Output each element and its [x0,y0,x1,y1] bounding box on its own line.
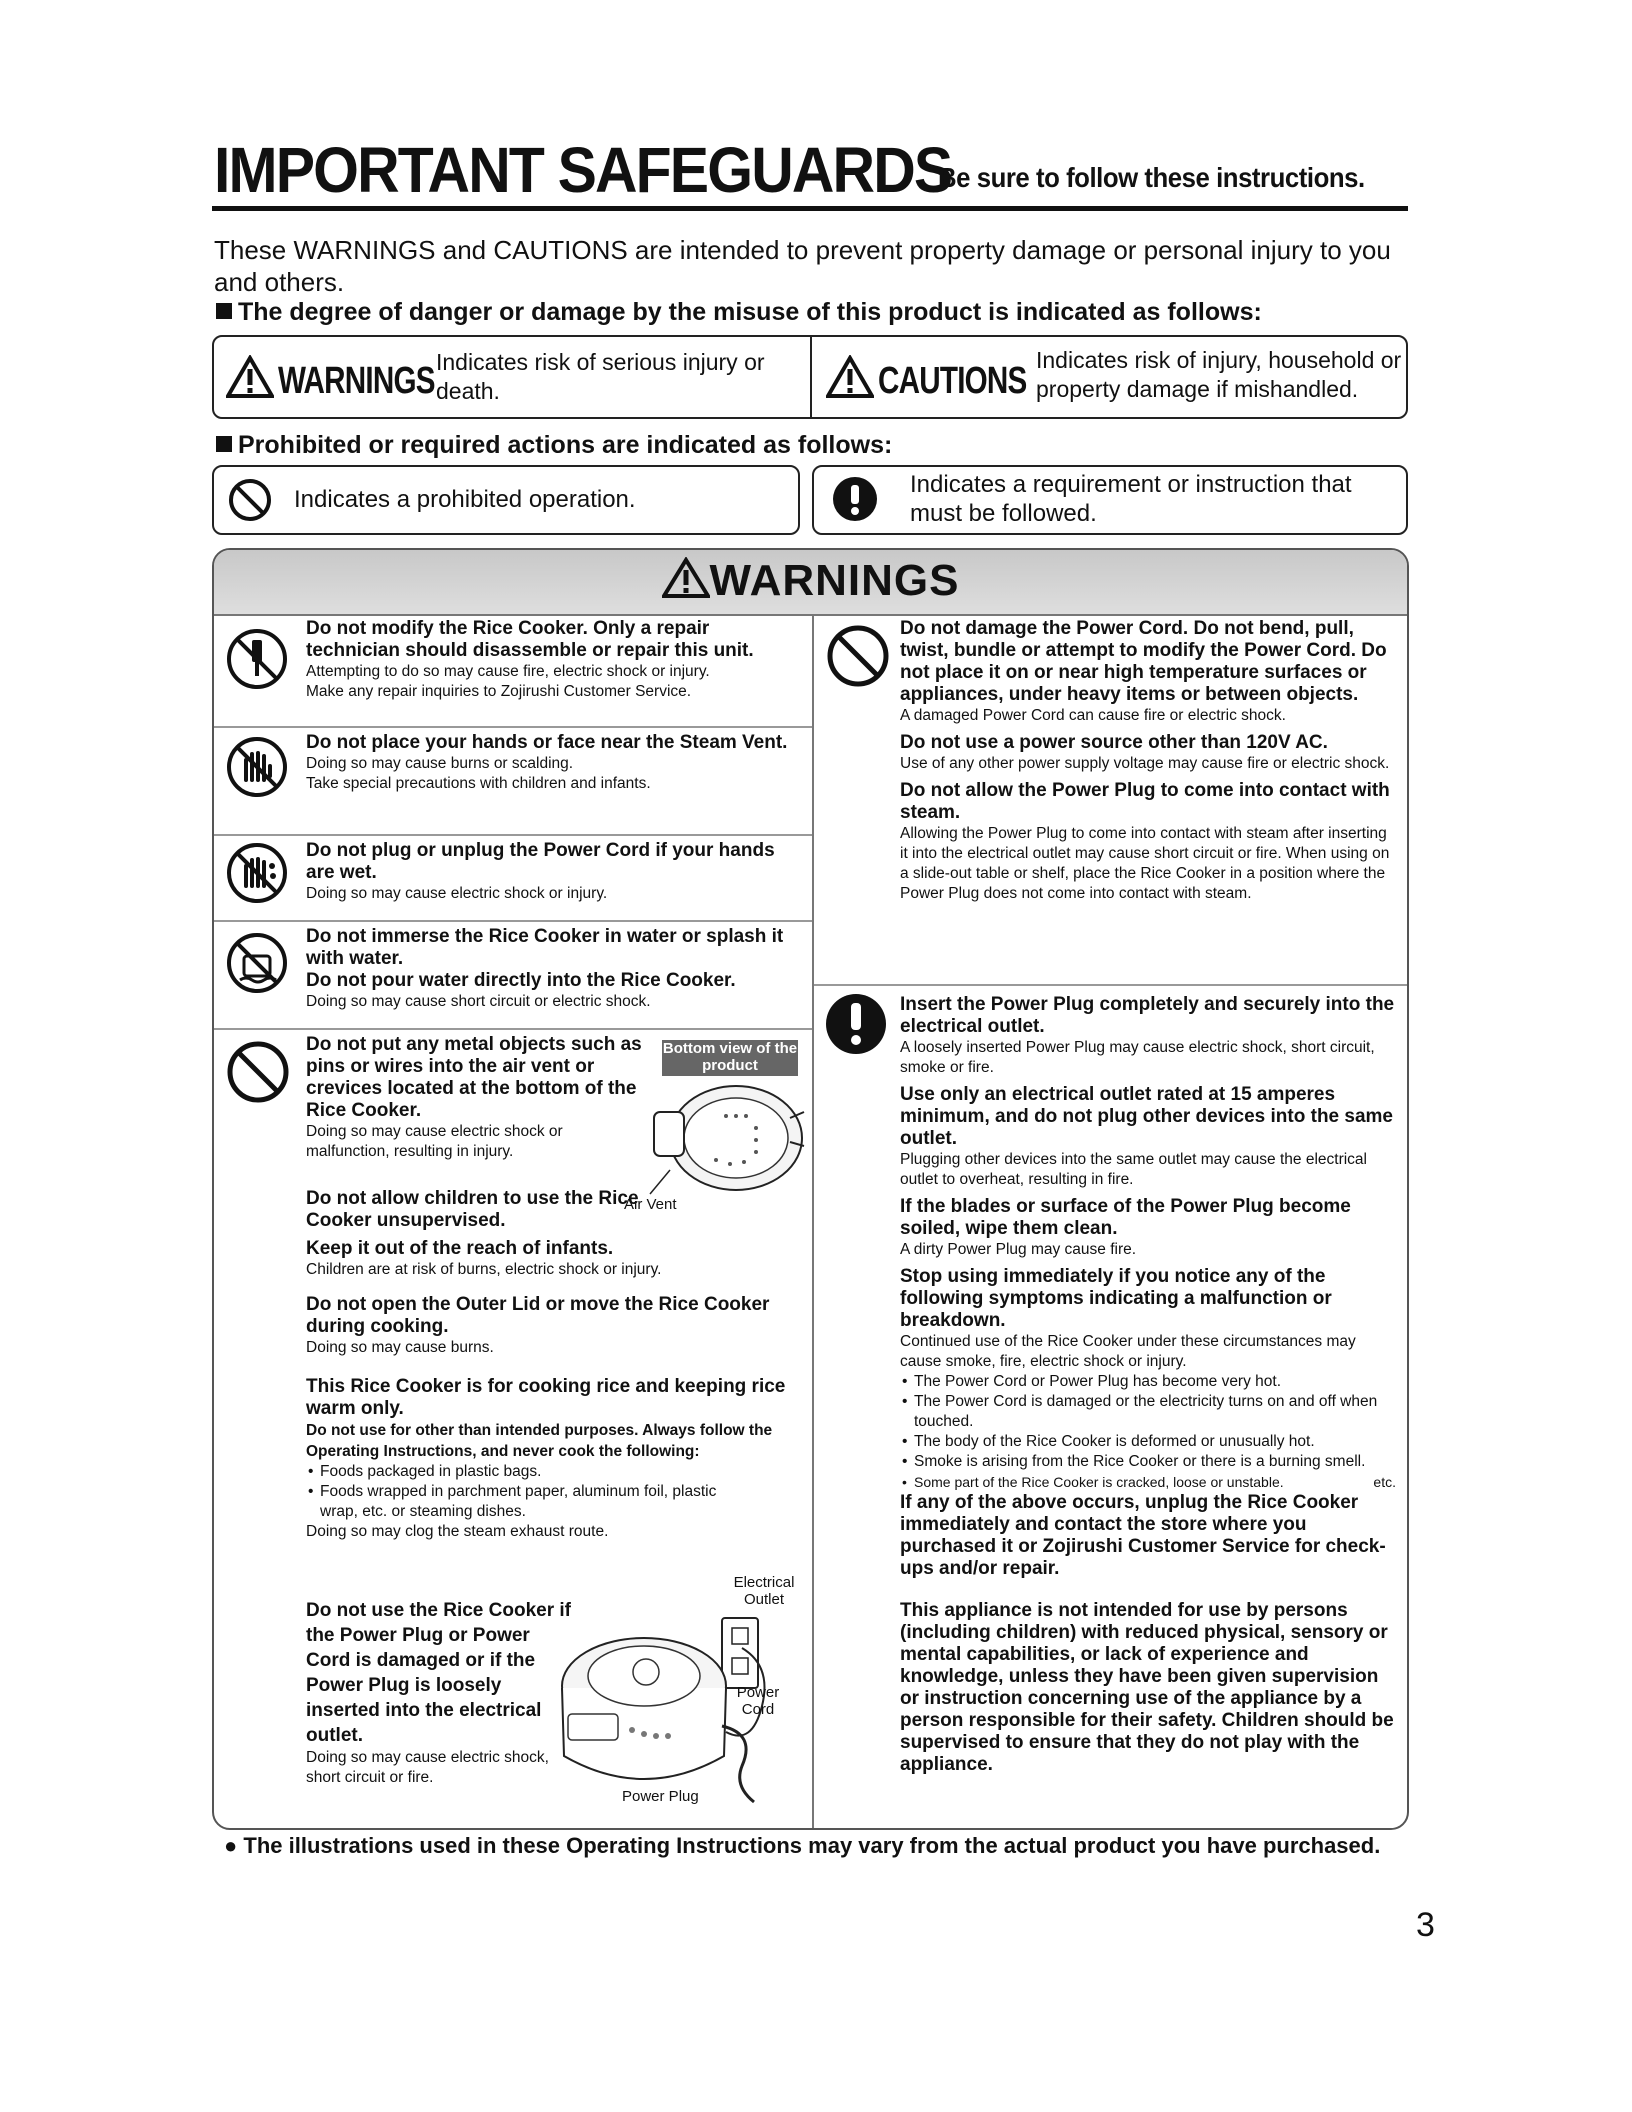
item-heading: This Rice Cooker is for cooking rice and keeping rice warm only. [306,1376,786,1419]
page-title: IMPORTANT SAFEGUARDS [214,134,952,206]
item-detail: Doing so may cause electric shock or injury. [306,885,608,902]
panel-title-text: WARNINGS [709,556,960,605]
power-plug-label: Power Plug [622,1788,699,1805]
item-heading: Keep it out of the reach of infants. [306,1238,614,1259]
item-detail: Doing so may clog the steam exhaust route. [306,1523,609,1540]
item-heading: Stop using immediately if you notice any of the following symptoms indicating a malfunction or breakdown. [900,1266,1332,1331]
item-heading: Do not use a power source other than 120V AC. [900,732,1328,753]
bottom-view-tag: Bottom view of the product [662,1040,798,1074]
warning-triangle-icon [662,557,710,599]
malfunction-symptom-list [900,1372,1398,1492]
cautions-description: Indicates risk of injury, household or property damage if mishandled. [1036,347,1402,402]
item-detail: Children are at risk of burns, electric shock or injury. [306,1261,662,1278]
mandatory-icon [832,476,878,522]
square-bullet-icon [216,436,232,452]
item-heading: Do not pour water directly into the Rice Cooker. [306,970,736,991]
item-detail: Doing so may cause electric shock, short circuit or fire. [306,1749,549,1786]
page-subtitle: Be sure to follow these instructions. [938,162,1365,193]
warning-item-infants [306,1238,806,1280]
warning-item-damaged-plug [306,1598,576,1788]
power-cord-label: Power Cord [736,1684,780,1718]
item-detail: Attempting to do so may cause fire, electric shock or injury. [306,663,710,680]
item-detail: Doing so may cause burns. [306,1339,494,1356]
prohibited-icon [228,478,272,522]
page-number: 3 [1416,1906,1435,1944]
list-item: • Foods packaged in plastic bags. [306,1462,796,1482]
caution-triangle-icon [826,355,874,399]
item-heading: Do not allow children to use the Rice Cooker unsupervised. [306,1188,639,1231]
actions-heading [216,431,892,460]
title-rule [212,206,1408,211]
item-detail: Doing so may cause burns or scalding. [306,755,574,772]
item-detail: Allowing the Power Plug to come into contact with steam after inserting it into the electrical outlet may cause short circuit or fire. When using on a slide-out table or shelf, place the Rice Cooker in a position where the Power Plug does not come into contact with steam. [900,825,1390,902]
warning-triangle-icon [226,355,274,399]
item-detail: Plugging other devices into the same outlet may cause the electrical outlet to overheat, resulting in fire. [900,1151,1367,1188]
item-heading: If the blades or surface of the Power Plug become soiled, wipe them clean. [900,1196,1351,1239]
required-text: Indicates a requirement or instruction that must be followed. [910,471,1352,527]
item-heading: Do not immerse the Rice Cooker in water or splash it with water. [306,926,784,969]
row-divider [214,920,812,922]
legend-divider [810,337,812,417]
list-item: • The Power Cord is damaged or the electricity turns on and off when touched. [900,1392,1398,1432]
item-heading: Insert the Power Plug completely and securely into the electrical outlet. [900,994,1395,1037]
item-heading: Do not allow the Power Plug to come into contact with steam. [900,780,1390,823]
item-detail: Use of any other power supply voltage may cause fire or electric shock. [900,755,1390,772]
warning-item-outer-lid [306,1294,796,1358]
prohibited-text: Indicates a prohibited operation. [294,486,636,513]
mandatory-icon [824,992,888,1056]
list-item: • Smoke is arising from the Rice Cooker or there is a burning smell. [900,1452,1398,1472]
item-detail: Make any repair inquiries to Zojirushi Customer Service. [306,683,692,700]
item-heading: Use only an electrical outlet rated at 15 amperes minimum, and do not plug other devices into the same outlet. [900,1084,1393,1149]
warning-item-water [306,926,806,1012]
warning-item-intended-use [306,1376,796,1542]
list-item: • The Power Cord or Power Plug has become very hot. [900,1372,1398,1392]
column-divider [812,614,814,1830]
warning-item-modify [306,618,806,702]
actions-heading-text: Prohibited or required actions are indicated as follows: [238,431,893,459]
row-divider [214,726,812,728]
no-wet-hands-icon [226,842,288,904]
no-water-immersion-icon [226,932,288,994]
item-heading: Do not open the Outer Lid or move the Rice Cooker during cooking. [306,1294,770,1337]
air-vent-label: Air Vent [624,1196,677,1213]
warning-item-power-cord [900,618,1398,904]
item-heading: Do not place your hands or face near the Steam Vent. [306,732,788,753]
degree-heading-text: The degree of danger or damage by the misuse of this product is indicated as follows: [238,298,1262,326]
no-hands-steam-icon [226,736,288,798]
prohibited-icon [826,624,890,688]
warning-item-children [306,1188,646,1232]
item-heading: Do not put any metal objects such as pins or wires into the air vent or crevices located at the bottom of the Rice Cooker. [306,1034,642,1121]
prohibited-icon [226,1040,290,1104]
panel-header [214,550,1407,616]
list-item: • The body of the Rice Cooker is deformed or unusually hot. [900,1432,1398,1452]
item-heading: If any of the above occurs, unplug the Rice Cooker immediately and contact the store where you purchased it or Zojirushi Customer Service for check-ups and/or repair. [900,1492,1386,1579]
row-divider [214,1028,812,1030]
rice-cooker-bottom-illustration [640,1082,806,1212]
item-heading: Do not plug or unplug the Power Cord if your hands are wet. [306,840,775,883]
cautions-label: CAUTIONS [878,360,1027,402]
warning-item-required-actions [900,994,1398,1776]
panel-title [214,556,1407,606]
row-divider [814,984,1409,986]
etc-text: etc. [1373,1474,1396,1490]
item-heading: This appliance is not intended for use by persons (including children) with reduced physical, sensory or mental capabilities, or lack of experience and knowledge, unless they have been given supervision or instruction concerning use of the appliance by a person responsible for their safety. Children should be supervised to ensure that they do not play with the appliance. [900,1600,1394,1775]
item-detail: A damaged Power Cord can cause fire or electric shock. [900,707,1286,724]
list-item [900,1472,1398,1492]
list-item-text: Some part of the Rice Cooker is cracked, loose or unstable. [914,1474,1284,1490]
footnote: ● The illustrations used in these Operating Instructions may vary from the actual product you have purchased. [224,1833,1381,1858]
footnote-text: The illustrations used in these Operating Instructions may vary from the actual product you have purchased. [243,1833,1381,1858]
item-heading: Do not use the Rice Cooker if the Power Plug or Power Cord is damaged or if the Power Plug is loosely inserted into the electrical outlet. [306,1600,571,1746]
item-detail: A loosely inserted Power Plug may cause electric shock, short circuit, smoke or fire. [900,1039,1375,1076]
item-detail: Take special precautions with children and infants. [306,775,651,792]
square-bullet-icon [216,303,232,319]
warning-item-wet-hands [306,840,806,904]
intro-text: These WARNINGS and CAUTIONS are intended to prevent property damage or personal injury to you and others. [214,235,1391,297]
item-heading: Do not damage the Power Cord. Do not bend, pull, twist, bundle or attempt to modify the Power Cord. Do not place it on or near high temperature surfaces or appliances, under heavy items or between objects. [900,618,1387,705]
item-detail: Doing so may cause short circuit or electric shock. [306,993,651,1010]
warning-item-metal-objects [306,1034,646,1162]
prohibited-food-list [306,1462,796,1522]
warnings-label: WARNINGS [278,360,435,402]
warning-item-steam-vent [306,732,806,794]
item-detail: Doing so may cause electric shock or malfunction, resulting in injury. [306,1123,563,1160]
list-item: • Foods wrapped in parchment paper, aluminum foil, plastic wrap, etc. or steaming dishes. [306,1482,750,1522]
item-detail: Continued use of the Rice Cooker under these circumstances may cause smoke, fire, electric shock or injury. [900,1333,1356,1370]
electrical-outlet-label: Electrical Outlet [733,1574,795,1608]
warnings-description: Indicates risk of serious injury or death. [436,349,765,404]
degree-heading [216,298,1262,327]
no-disassembly-icon [226,628,288,690]
row-divider [214,834,812,836]
item-detail: A dirty Power Plug may cause fire. [900,1241,1137,1258]
item-heading: Do not modify the Rice Cooker. Only a repair technician should disassemble or repair this unit. [306,618,754,661]
item-detail-bold: Do not use for other than intended purposes. Always follow the Operating Instructions, and never cook the following: [306,1422,773,1460]
